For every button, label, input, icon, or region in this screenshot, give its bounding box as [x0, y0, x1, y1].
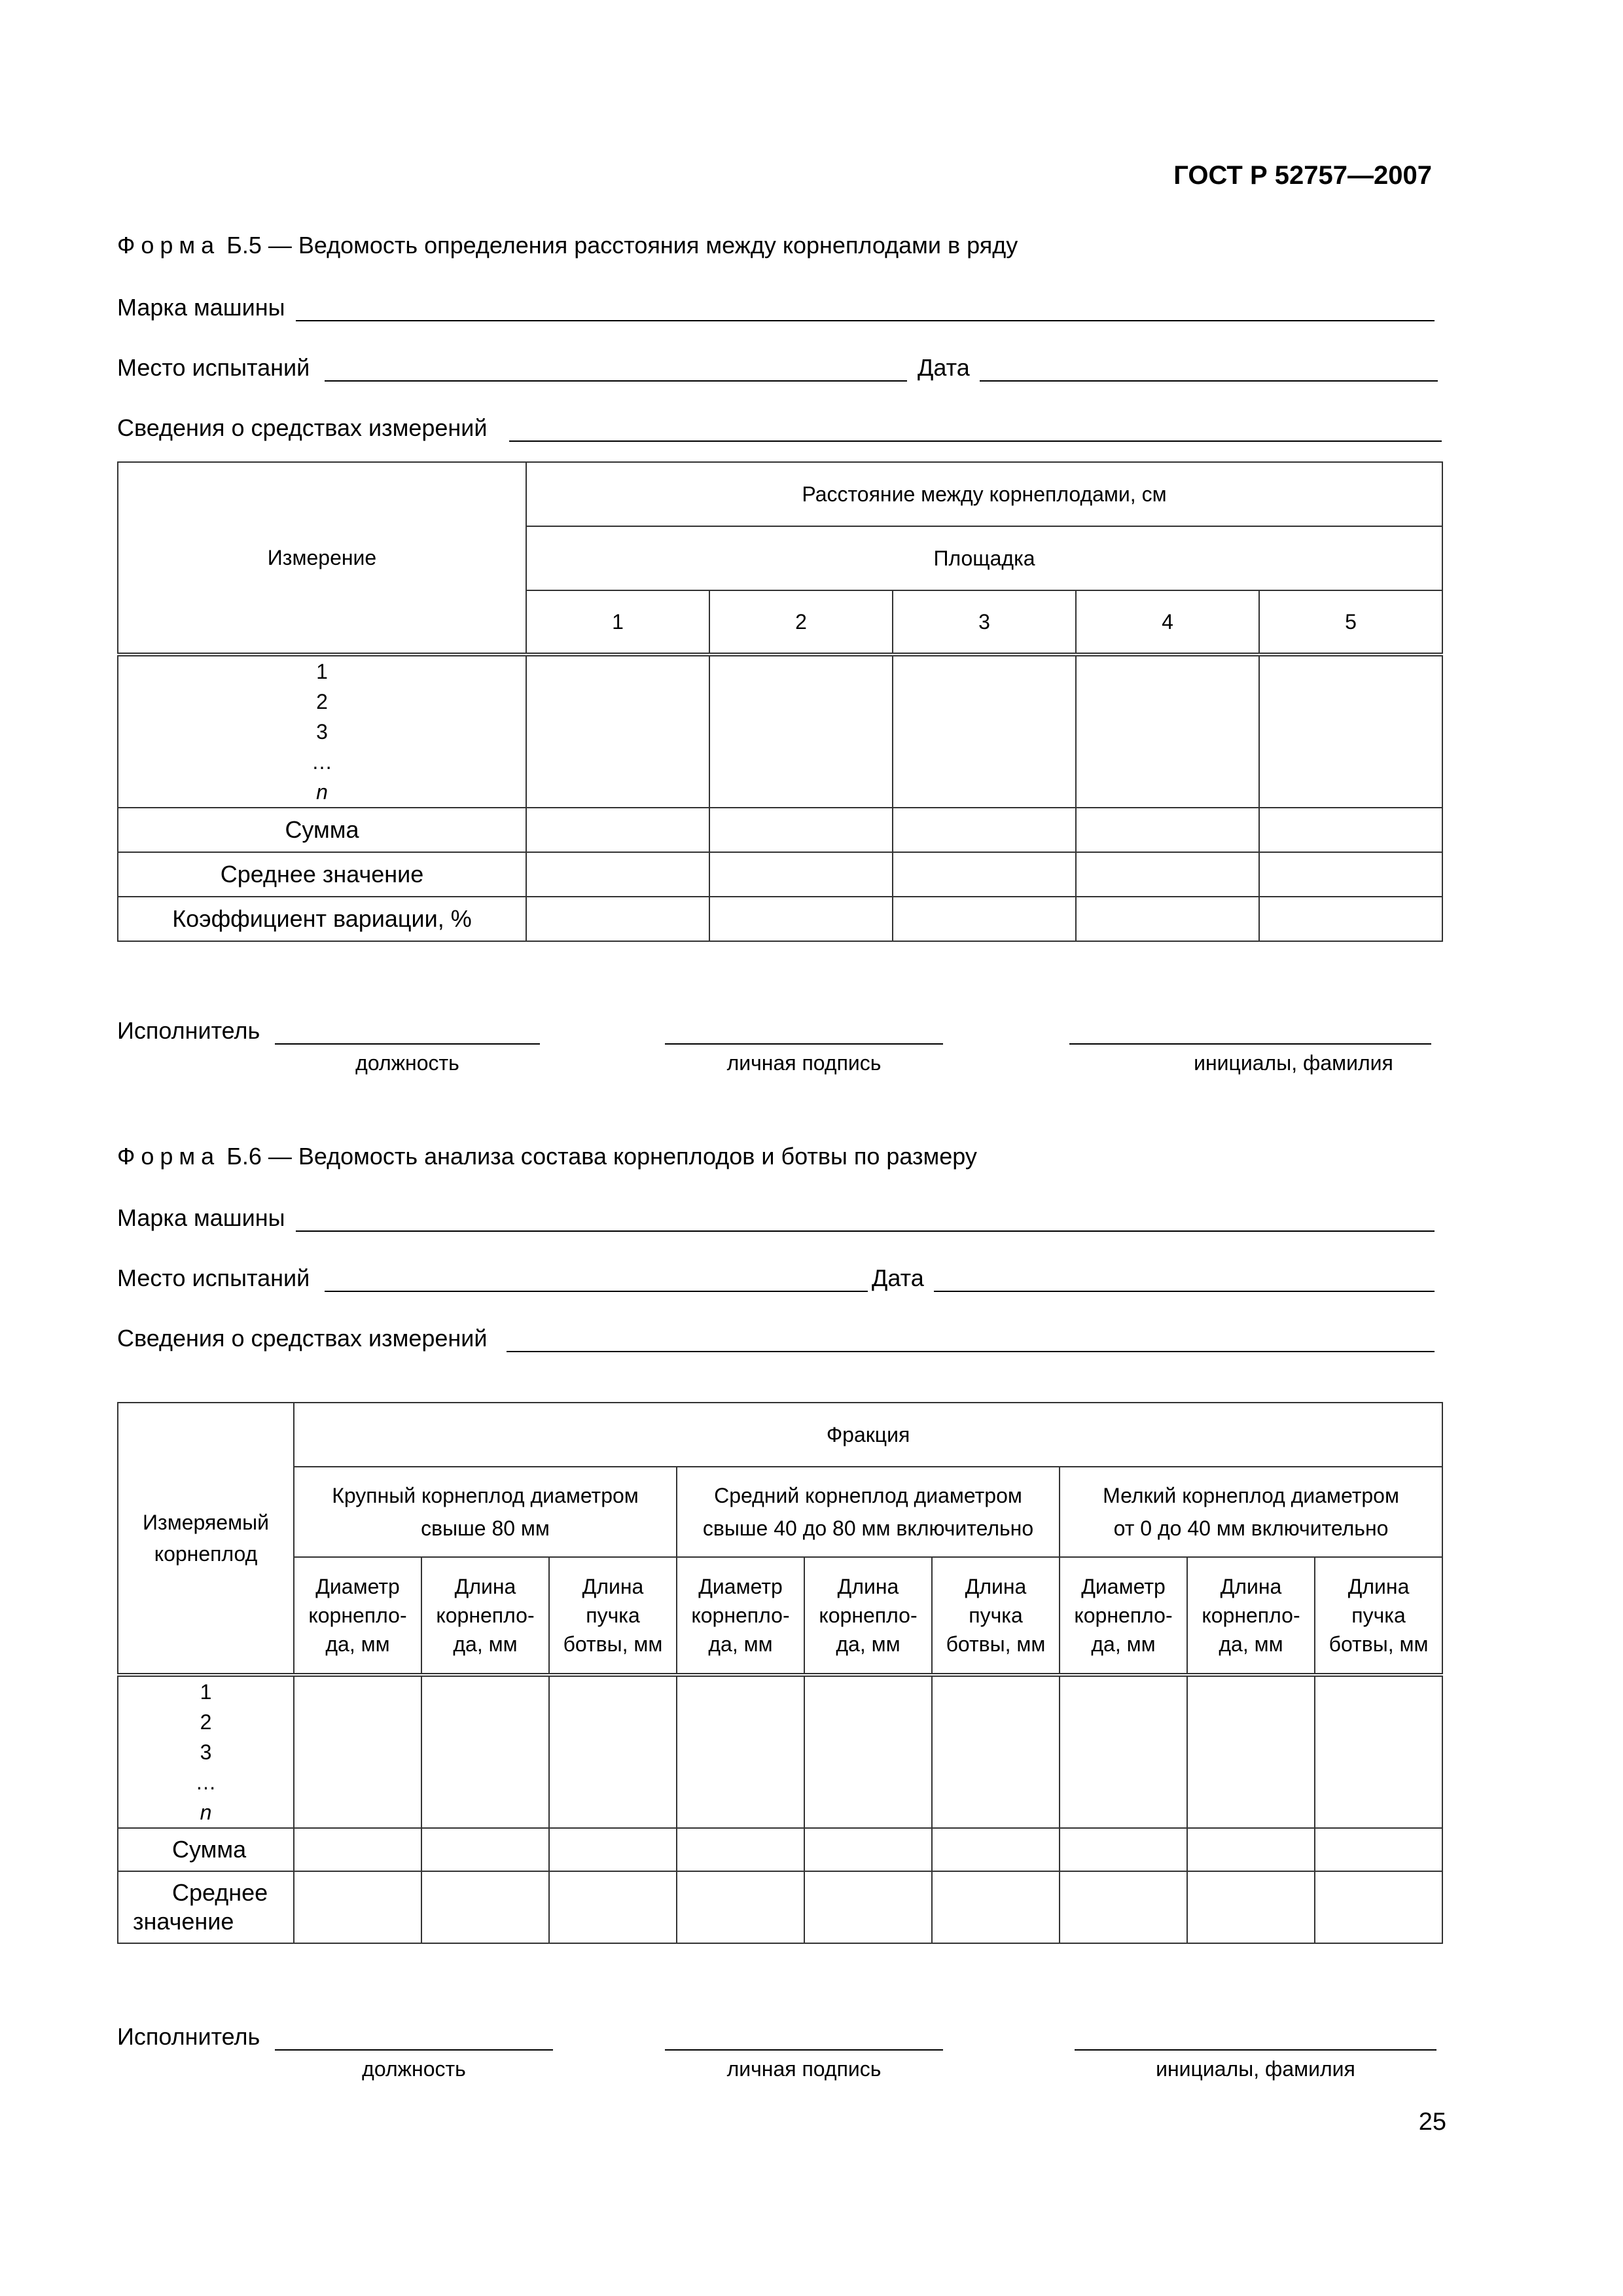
date-field[interactable]: [980, 380, 1438, 382]
distance-group-header: Расстояние между корнеплодами, см: [526, 462, 1442, 526]
table-cell[interactable]: [1076, 897, 1259, 941]
subcol-root-length: [421, 1557, 549, 1675]
position-caption: должность: [362, 2057, 466, 2081]
position-field[interactable]: [275, 2049, 553, 2051]
row-mean-line: значение: [133, 1908, 234, 1935]
table-cell[interactable]: [294, 1871, 421, 1943]
subcol-line: да, мм: [836, 1632, 901, 1656]
row-index: 2: [316, 690, 328, 713]
instruments-label: Сведения о средствах измерений: [117, 1325, 488, 1352]
subcol-line: ботвы, мм: [946, 1632, 1046, 1656]
subcol-line: да, мм: [453, 1632, 518, 1656]
table-cell[interactable]: [709, 655, 893, 808]
group-line: Крупный корнеплод диаметром: [332, 1484, 639, 1507]
row-index: 3: [316, 720, 328, 744]
subcol-line: корнепло-: [1074, 1604, 1173, 1627]
table-cell[interactable]: [1259, 852, 1442, 897]
date-label: Дата: [872, 1265, 924, 1291]
subcol-line: да, мм: [1091, 1632, 1156, 1656]
name-caption: инициалы, фамилия: [1194, 1051, 1393, 1075]
table-cell[interactable]: [549, 1828, 677, 1871]
table-cell[interactable]: [677, 1828, 804, 1871]
row-index: 3: [200, 1740, 212, 1764]
form-title-text: Б.5 — Ведомость определения расстояния между корнеплодами в ряду: [226, 232, 1018, 259]
table-cell[interactable]: [1076, 655, 1259, 808]
table-cell[interactable]: [677, 1675, 804, 1828]
instruments-field[interactable]: [507, 1351, 1435, 1352]
subcol-diameter: [677, 1557, 804, 1675]
fraction-table: [117, 1402, 1443, 1944]
table-cell[interactable]: [1315, 1675, 1442, 1828]
table-cell[interactable]: [294, 1828, 421, 1871]
subcol-line: ботвы, мм: [1329, 1632, 1429, 1656]
table-cell[interactable]: [932, 1828, 1060, 1871]
subcol-line: Длина: [1347, 1575, 1410, 1598]
subcol-line: ботвы, мм: [563, 1632, 663, 1656]
table-cell[interactable]: [709, 897, 893, 941]
form-prefix: Форма: [117, 1143, 221, 1170]
medium-root-group: [677, 1467, 1060, 1557]
row-index: n: [200, 1801, 212, 1824]
table-cell[interactable]: [1187, 1828, 1315, 1871]
subcol-line: Длина: [837, 1575, 899, 1598]
measured-root-header: [118, 1403, 294, 1675]
plot-subheader: Площадка: [526, 526, 1442, 590]
form-b5-title: [117, 231, 1018, 260]
fraction-header: Фракция: [294, 1403, 1442, 1467]
table-cell[interactable]: [1060, 1675, 1187, 1828]
machine-field[interactable]: [296, 320, 1435, 321]
group-line: Мелкий корнеплод диаметром: [1103, 1484, 1399, 1507]
executor-label: Исполнитель: [117, 2023, 260, 2050]
machine-field[interactable]: [296, 1230, 1435, 1232]
subcol-line: пучка: [1351, 1604, 1406, 1627]
name-field[interactable]: [1069, 1043, 1431, 1045]
header-line: Измеряемый: [143, 1511, 269, 1534]
table-cell[interactable]: [549, 1871, 677, 1943]
group-line: свыше 40 до 80 мм включительно: [702, 1516, 1034, 1540]
plot-column-3: 3: [893, 590, 1076, 655]
row-cv-label: Коэффициент вариации, %: [118, 897, 526, 941]
subcol-tops-length: [932, 1557, 1060, 1675]
subcol-line: да, мм: [708, 1632, 773, 1656]
subcol-tops-length: [549, 1557, 677, 1675]
machine-label: Марка машины: [117, 1204, 285, 1231]
table-cell[interactable]: [893, 852, 1076, 897]
row-index: n: [316, 780, 328, 804]
table-cell[interactable]: [1076, 808, 1259, 852]
table-cell[interactable]: [526, 897, 709, 941]
table-cell[interactable]: [1060, 1871, 1187, 1943]
form-prefix: Форма: [117, 232, 221, 259]
row-index: 2: [200, 1710, 212, 1734]
large-root-group: [294, 1467, 677, 1557]
table-cell[interactable]: [932, 1871, 1060, 1943]
table-cell[interactable]: [932, 1675, 1060, 1828]
table-cell[interactable]: [1259, 897, 1442, 941]
table-cell[interactable]: [549, 1675, 677, 1828]
measured-index-list: [118, 1675, 294, 1828]
subcol-root-length: [804, 1557, 932, 1675]
plot-column-2: 2: [709, 590, 893, 655]
form-title-text: Б.6 — Ведомость анализа состава корнеплодов и ботвы по размеру: [226, 1143, 977, 1170]
instruments-field[interactable]: [509, 440, 1442, 442]
header-line: корнеплод: [154, 1542, 258, 1566]
table-cell[interactable]: [1187, 1675, 1315, 1828]
subcol-line: да, мм: [1219, 1632, 1283, 1656]
signature-caption: личная подпись: [726, 2057, 882, 2081]
subcol-line: Длина: [965, 1575, 1027, 1598]
subcol-line: Длина: [454, 1575, 516, 1598]
table-cell[interactable]: [804, 1871, 932, 1943]
instruments-label: Сведения о средствах измерений: [117, 414, 488, 441]
subcol-line: корнепло-: [436, 1604, 535, 1627]
measure-column-header: Измерение: [118, 462, 526, 655]
subcol-root-length: [1187, 1557, 1315, 1675]
machine-label: Марка машины: [117, 294, 285, 321]
row-sum-label: Сумма: [118, 1828, 294, 1871]
place-label: Место испытаний: [117, 354, 310, 381]
table-cell[interactable]: [1187, 1871, 1315, 1943]
subcol-line: Диаметр: [315, 1575, 400, 1598]
document-standard-number: ГОСТ Р 52757—2007: [1173, 161, 1432, 190]
subcol-line: корнепло-: [308, 1604, 407, 1627]
group-line: от 0 до 40 мм включительно: [1113, 1516, 1389, 1540]
subcol-line: Диаметр: [1081, 1575, 1166, 1598]
group-line: Средний корнеплод диаметром: [714, 1484, 1022, 1507]
place-field[interactable]: [325, 380, 907, 382]
signature-field[interactable]: [665, 2049, 943, 2051]
table-cell[interactable]: [709, 852, 893, 897]
plot-column-1: 1: [526, 590, 709, 655]
table-cell[interactable]: [1315, 1828, 1442, 1871]
table-cell[interactable]: [1076, 852, 1259, 897]
row-sum-label: Сумма: [118, 808, 526, 852]
form-b6-title: [117, 1142, 977, 1171]
row-index: 1: [316, 660, 328, 683]
subcol-line: пучка: [586, 1604, 640, 1627]
signature-field[interactable]: [665, 1043, 943, 1045]
page-number: 25: [1418, 2108, 1446, 2136]
table-cell[interactable]: [421, 1828, 549, 1871]
small-root-group: [1060, 1467, 1442, 1557]
table-cell[interactable]: [677, 1871, 804, 1943]
subcol-line: пучка: [969, 1604, 1023, 1627]
table-cell[interactable]: [893, 655, 1076, 808]
table-cell[interactable]: [804, 1675, 932, 1828]
place-label: Место испытаний: [117, 1265, 310, 1291]
subcol-line: Длина: [582, 1575, 644, 1598]
table-cell[interactable]: [893, 808, 1076, 852]
row-index: …: [312, 750, 332, 774]
table-cell[interactable]: [421, 1675, 549, 1828]
table-cell[interactable]: [1259, 808, 1442, 852]
date-label: Дата: [918, 354, 970, 381]
row-mean-label: [118, 1871, 294, 1943]
table-cell[interactable]: [1315, 1871, 1442, 1943]
executor-label: Исполнитель: [117, 1017, 260, 1044]
table-cell[interactable]: [804, 1828, 932, 1871]
table-cell[interactable]: [893, 897, 1076, 941]
plot-column-5: 5: [1259, 590, 1442, 655]
table-cell[interactable]: [526, 808, 709, 852]
subcol-diameter: [294, 1557, 421, 1675]
table-cell[interactable]: [709, 808, 893, 852]
measurement-index-list: [118, 655, 526, 808]
table-cell[interactable]: [526, 655, 709, 808]
table-cell[interactable]: [421, 1871, 549, 1943]
subcol-line: Диаметр: [698, 1575, 783, 1598]
subcol-line: корнепло-: [691, 1604, 790, 1627]
signature-caption: личная подпись: [726, 1051, 882, 1075]
subcol-line: Длина: [1220, 1575, 1282, 1598]
row-mean-label: Среднее значение: [118, 852, 526, 897]
row-index: 1: [200, 1680, 212, 1704]
table-cell[interactable]: [1259, 655, 1442, 808]
position-field[interactable]: [275, 1043, 540, 1045]
position-caption: должность: [355, 1051, 459, 1075]
subcol-tops-length: [1315, 1557, 1442, 1675]
distance-table: [117, 461, 1443, 942]
place-field[interactable]: [325, 1291, 868, 1292]
row-index: …: [195, 1770, 217, 1794]
subcol-line: корнепло-: [1202, 1604, 1300, 1627]
table-cell[interactable]: [1060, 1828, 1187, 1871]
row-mean-line: Среднее: [172, 1879, 268, 1906]
name-caption: инициалы, фамилия: [1156, 2057, 1355, 2081]
table-cell[interactable]: [526, 852, 709, 897]
plot-column-4: 4: [1076, 590, 1259, 655]
date-field[interactable]: [934, 1291, 1435, 1292]
subcol-line: корнепло-: [819, 1604, 918, 1627]
subcol-diameter: [1060, 1557, 1187, 1675]
group-line: свыше 80 мм: [421, 1516, 550, 1540]
name-field[interactable]: [1075, 2049, 1436, 2051]
subcol-line: да, мм: [325, 1632, 390, 1656]
table-cell[interactable]: [294, 1675, 421, 1828]
